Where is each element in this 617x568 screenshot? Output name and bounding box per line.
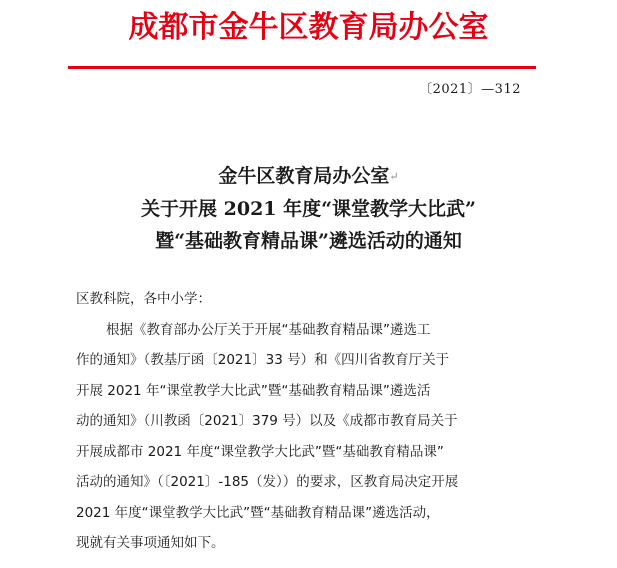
body-line: 开展成都市 2021 年度“课堂教学大比武”暨“基础教育精品课” (76, 443, 444, 460)
notice-title-line-1: 金牛区教育局办公室↵ (218, 165, 399, 187)
body-line: 动的通知》（川教函〔2021〕379 号）以及《成都市教育局关于 (76, 413, 458, 429)
notice-title-line-2: 关于开展 2021 年度“课堂教学大比武” (141, 198, 476, 220)
paragraph-mark-icon: ↵ (389, 170, 399, 183)
body-line: 2021 年度“课堂教学大比武”暨“基础教育精品课”遴选活动， (76, 504, 440, 521)
body-line: 现就有关事项通知如下。 (76, 535, 225, 551)
salutation: 区教科院，各中小学： (76, 291, 211, 307)
notice-title (0, 160, 617, 257)
letterhead-red-rule (68, 66, 536, 69)
document-number: 〔2021〕—312 (419, 82, 521, 97)
body-line: 作的通知》（教基厅函〔2021〕33 号）和《四川省教育厅关于 (76, 352, 450, 368)
letterhead-title: 成都市金牛区教育局办公室 (128, 10, 489, 45)
notice-title-line-3: 暨“基础教育精品课”遴选活动的通知 (155, 230, 462, 252)
notice-body (76, 284, 556, 559)
body-line: 活动的通知》（〔2021〕-185（发））的要求，区教育局决定开展 (76, 474, 459, 490)
body-line: 根据《教育部办公厅关于开展“基础教育精品课”遴选工 (106, 321, 431, 338)
body-line: 开展 2021 年“课堂教学大比武”暨“基础教育精品课”遴选活 (76, 382, 431, 399)
